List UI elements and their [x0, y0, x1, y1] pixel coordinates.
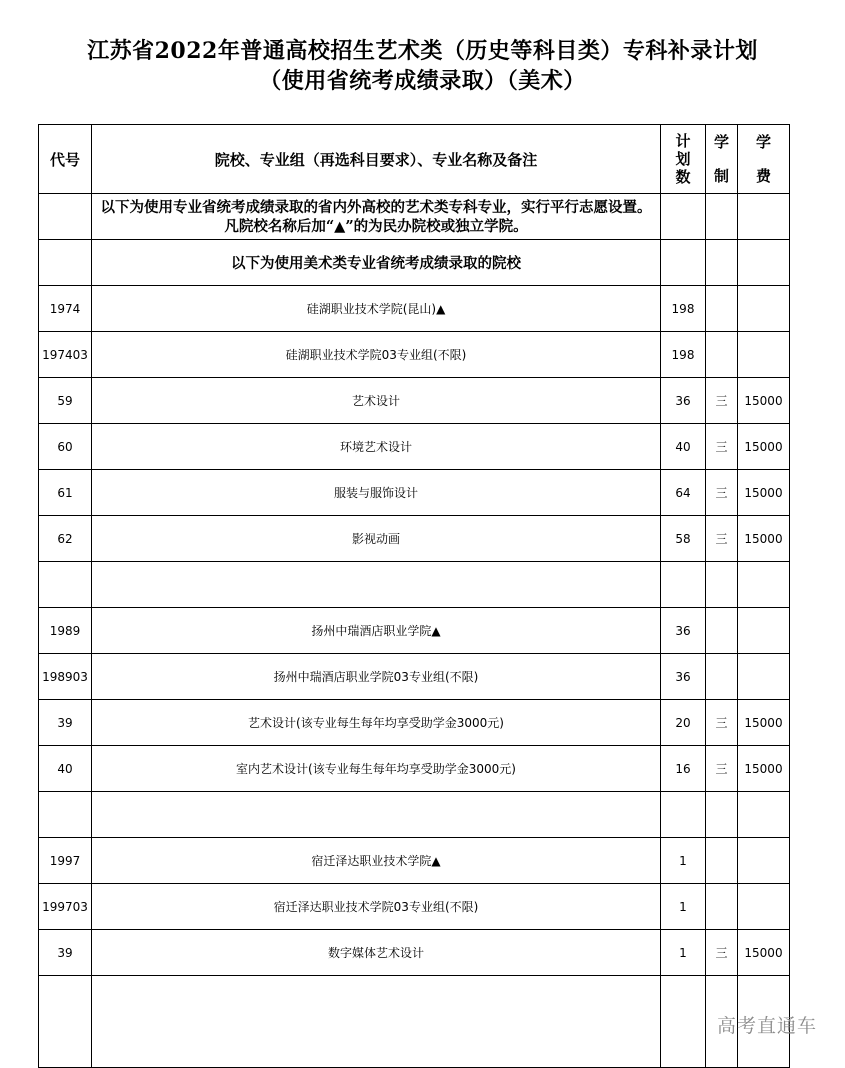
watermark: 高考直通车: [716, 1015, 817, 1037]
cell-name: 数字媒体艺术设计: [92, 930, 661, 976]
cell-plan: 36: [661, 608, 706, 654]
cell-duration: 三: [706, 746, 738, 792]
cell-plan: 58: [661, 516, 706, 562]
table-row: [39, 378, 790, 424]
cell-code: 39: [39, 930, 92, 976]
table-row: [39, 838, 790, 884]
cell-duration: [706, 332, 738, 378]
page-subtitle: （使用省统考成绩录取）（美术）: [259, 68, 586, 94]
table-row: [39, 654, 790, 700]
cell-fee: [738, 562, 790, 608]
cell-fee: 15000: [738, 516, 790, 562]
table-row: [39, 930, 790, 976]
cell-name: [92, 792, 661, 838]
table-row: [39, 608, 790, 654]
cell-plan: 1: [661, 884, 706, 930]
cell-fee: [738, 654, 790, 700]
table-row: [39, 424, 790, 470]
table-row: [39, 746, 790, 792]
table-row: [39, 700, 790, 746]
cell-name: 室内艺术设计(该专业每生每年均享受助学金3000元): [92, 746, 661, 792]
subheader-text: 以下为使用美术类专业省统考成绩录取的院校: [92, 240, 661, 286]
cell-plan: 40: [661, 424, 706, 470]
cell-plan: 64: [661, 470, 706, 516]
cell-name: 宿迁泽达职业技术学院03专业组(不限): [92, 884, 661, 930]
cell-name: 扬州中瑞酒店职业学院03专业组(不限): [92, 654, 661, 700]
header-duration: 学 制: [706, 125, 738, 194]
cell-fee: [738, 608, 790, 654]
header-plan: 计 划 数: [661, 125, 706, 194]
cell-plan: 16: [661, 746, 706, 792]
cell-fee: 15000: [738, 470, 790, 516]
cell-code: 199703: [39, 884, 92, 930]
cell-code: 1989: [39, 608, 92, 654]
table-row: [39, 884, 790, 930]
cell-name: 硅湖职业技术学院(昆山)▲: [92, 286, 661, 332]
cell-duration: [706, 792, 738, 838]
cell-duration: 三: [706, 700, 738, 746]
page-title: 江苏省2022年普通高校招生艺术类（历史等科目类）专科补录计划: [87, 38, 758, 64]
cell-plan: [661, 562, 706, 608]
cell-code: 1997: [39, 838, 92, 884]
cell-name: 艺术设计(该专业每生每年均享受助学金3000元): [92, 700, 661, 746]
cell-fee: 15000: [738, 930, 790, 976]
header-code: 代号: [39, 125, 92, 194]
cell-name: 硅湖职业技术学院03专业组(不限): [92, 332, 661, 378]
cell-code: 197403: [39, 332, 92, 378]
table-row: [39, 286, 790, 332]
cell-code: [39, 562, 92, 608]
cell-duration: [706, 884, 738, 930]
cell-plan: 20: [661, 700, 706, 746]
cell-duration: [706, 562, 738, 608]
cell-code: 198903: [39, 654, 92, 700]
cell-name: 艺术设计: [92, 378, 661, 424]
cell-name: 扬州中瑞酒店职业学院▲: [92, 608, 661, 654]
notice-text: 以下为使用专业省统考成绩录取的省内外高校的艺术类专科专业，实行平行志愿设置。凡院校名称后加“▲”的为民办院校或独立学院。: [92, 194, 661, 240]
header-fee: 学 费: [738, 125, 790, 194]
cell-duration: [706, 838, 738, 884]
cell-fee: [738, 884, 790, 930]
cell-duration: 三: [706, 516, 738, 562]
cell-duration: [706, 286, 738, 332]
cell-code: 62: [39, 516, 92, 562]
notice-row: [39, 194, 790, 240]
cell-code: 59: [39, 378, 92, 424]
cell-duration: 三: [706, 930, 738, 976]
cell-fee: 15000: [738, 700, 790, 746]
cell-duration: 三: [706, 470, 738, 516]
cell-duration: 三: [706, 424, 738, 470]
cell-fee: 15000: [738, 746, 790, 792]
cell-plan: 1: [661, 838, 706, 884]
cell-plan: [661, 792, 706, 838]
cell-code: 61: [39, 470, 92, 516]
cell-fee: 15000: [738, 378, 790, 424]
cell-name: 服装与服饰设计: [92, 470, 661, 516]
cell-fee: [738, 792, 790, 838]
cell-name: 宿迁泽达职业技术学院▲: [92, 838, 661, 884]
table-row: [39, 562, 790, 608]
cell-fee: [738, 838, 790, 884]
cell-duration: 三: [706, 378, 738, 424]
cell-fee: [738, 286, 790, 332]
table-header-row: [39, 125, 790, 194]
table-body: [39, 286, 790, 976]
cell-code: 39: [39, 700, 92, 746]
table-row: [39, 470, 790, 516]
subheader-row: [39, 240, 790, 286]
cell-code: 40: [39, 746, 92, 792]
cell-plan: 1: [661, 930, 706, 976]
cell-plan: 198: [661, 286, 706, 332]
cell-code: [39, 792, 92, 838]
cell-duration: [706, 608, 738, 654]
cell-plan: 36: [661, 654, 706, 700]
header-name: 院校、专业组（再选科目要求）、专业名称及备注: [92, 125, 661, 194]
cell-name: 环境艺术设计: [92, 424, 661, 470]
cell-name: [92, 562, 661, 608]
cell-fee: 15000: [738, 424, 790, 470]
cell-plan: 36: [661, 378, 706, 424]
admission-plan-table: [38, 124, 790, 1068]
cell-plan: 198: [661, 332, 706, 378]
table-row: [39, 516, 790, 562]
table-row: [39, 792, 790, 838]
cell-code: 1974: [39, 286, 92, 332]
table-row: [39, 332, 790, 378]
cell-duration: [706, 654, 738, 700]
table-empty-row: [39, 976, 790, 1068]
cell-code: 60: [39, 424, 92, 470]
cell-fee: [738, 332, 790, 378]
cell-name: 影视动画: [92, 516, 661, 562]
